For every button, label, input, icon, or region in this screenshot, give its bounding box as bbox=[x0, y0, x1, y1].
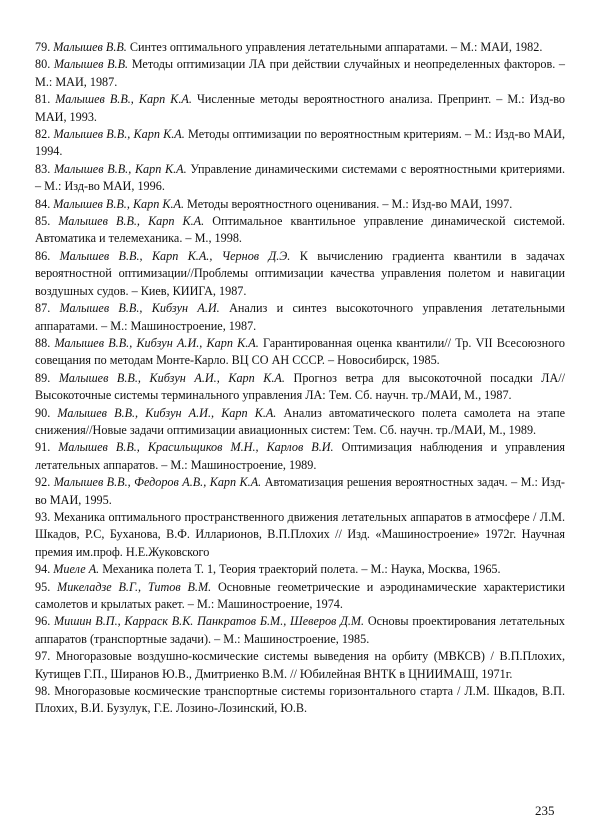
reference-authors: Малышев В.В., Карп К.А. bbox=[55, 92, 192, 107]
reference-number: 95. bbox=[35, 579, 51, 594]
reference-number: 97. bbox=[35, 649, 51, 664]
reference-authors: Малышев В.В., Карп К.А. bbox=[53, 196, 184, 211]
reference-text: Анализ автоматического полета самолета на этапе снижения//Новые задачи оптимизации авиационных систем: Тем. Сб. научн. тр./МАИ, М., 1989. bbox=[35, 405, 566, 437]
reference-number: 96. bbox=[35, 614, 51, 629]
reference-list bbox=[35, 39, 565, 718]
reference-entry bbox=[35, 370, 565, 405]
reference-authors: Малышев В.В., Кибзун А.И., Карп К.А. bbox=[54, 335, 259, 350]
reference-entry bbox=[35, 300, 565, 335]
reference-number: 87. bbox=[35, 301, 51, 316]
reference-text: Многоразовые воздушно-космические системы выведения на орбиту (МВКСВ) / В.П.Плохих, Кутищев Г.П., Ширанов Ю.В., Дмитриенко В.М. // Юбилейная ВНТК в ЦНИИМАШ, 1971г. bbox=[35, 649, 565, 681]
reference-authors: Малышев В.В., Карп К.А. bbox=[58, 214, 205, 229]
reference-entry bbox=[35, 683, 565, 718]
reference-text: Методы вероятностного оценивания. – М.: Изд-во МАИ, 1997. bbox=[187, 196, 513, 211]
reference-entry bbox=[35, 561, 565, 578]
page-number: 235 bbox=[535, 803, 555, 818]
reference-number: 88. bbox=[35, 335, 51, 350]
reference-number: 86. bbox=[35, 248, 51, 263]
reference-text: Управление динамическими системами с вероятностными критериями. – М.: Изд-во МАИ, 1996. bbox=[35, 161, 566, 194]
reference-entry bbox=[35, 509, 565, 561]
reference-number: 85. bbox=[35, 214, 51, 229]
reference-number: 80. bbox=[35, 57, 51, 72]
reference-authors: Малышев В.В., Карп К.А. bbox=[53, 127, 185, 142]
reference-entry bbox=[35, 56, 565, 91]
reference-authors: Малышев В.В., Карп К.А., Чернов Д.Э. bbox=[59, 248, 291, 263]
reference-text: Гарантированная оценка квантили// Тр. VII Всесоюзного совещания по методам Монте-Карло. ВЦ СО АН СССР. – Новосибирск, 1985. bbox=[35, 335, 565, 368]
reference-number: 91. bbox=[35, 440, 51, 455]
reference-entry bbox=[35, 613, 565, 648]
reference-text: Оптимальное квантильное управление динамической системой. Автоматика и телемеханика. – М., 1998. bbox=[35, 214, 566, 246]
reference-text: Прогноз ветра для высокоточной посадки ЛА//Высокоточные системы терминального управления ЛА: Тем. Сб. научн. тр./МАИ, М., 1987. bbox=[35, 370, 566, 403]
reference-number: 94. bbox=[35, 562, 51, 577]
reference-number: 98. bbox=[35, 684, 51, 699]
reference-entry bbox=[35, 39, 565, 56]
reference-authors: Малышев В.В. bbox=[53, 57, 129, 72]
reference-authors: Малышев В.В., Федоров А.В., Карп К.А. bbox=[53, 475, 262, 490]
reference-text: Методы оптимизации ЛА при действии случайных и неопределенных факторов. – М.: МАИ, 1987. bbox=[35, 57, 566, 89]
reference-authors: Микеладзе В.Г., Титов В.М. bbox=[57, 579, 212, 594]
reference-entry bbox=[35, 439, 565, 474]
reference-number: 82. bbox=[35, 127, 51, 142]
reference-text: Механика полета Т. 1, Теория траекторий полета. – М.: Наука, Москва, 1965. bbox=[102, 562, 501, 577]
reference-number: 89. bbox=[35, 370, 51, 385]
reference-entry bbox=[35, 126, 565, 161]
reference-authors: Малышев В.В., Кибзун А.И. bbox=[59, 301, 220, 316]
reference-entry bbox=[35, 405, 565, 440]
reference-text: Автоматизация решения вероятностных задач. – М.: Изд-во МАИ, 1995. bbox=[35, 475, 565, 507]
reference-entry bbox=[35, 648, 565, 683]
reference-text: Методы оптимизации по вероятностным критериям. – М.: Изд-во МАИ, 1994. bbox=[35, 127, 566, 159]
reference-entry bbox=[35, 474, 565, 509]
reference-number: 79. bbox=[35, 40, 51, 54]
reference-entry bbox=[35, 196, 565, 213]
reference-entry bbox=[35, 213, 565, 248]
reference-authors: Малышев В.В., Кибзун А.И., Карп К.А. bbox=[57, 405, 277, 420]
reference-authors: Малышев В.В., Кибзун А.И., Карп К.А. bbox=[58, 370, 285, 385]
reference-text: Анализ и синтез высокоточного управления летательными аппаратами. – М.: Машиностроение, 1987. bbox=[35, 301, 566, 333]
reference-entry bbox=[35, 161, 565, 196]
reference-authors: Малышев В.В., Красильщиков М.Н., Карлов В.И. bbox=[58, 440, 334, 455]
reference-number: 93. bbox=[35, 509, 51, 524]
reference-entry bbox=[35, 579, 565, 614]
reference-authors: Малышев В.В. bbox=[53, 40, 127, 54]
reference-authors: Мишин В.П., Карраск В.К. Панкратов Б.М., Шеверов Д.М. bbox=[53, 614, 365, 629]
reference-text: Численные методы вероятностного анализа. Препринт. – М.: Изд-во МАИ, 1993. bbox=[35, 92, 566, 124]
reference-text: Механика оптимального пространственного движения летательных аппаратов в атмосфере / Л.М. Шкадов, Р.С, Буханова, В.Ф. Илларионов, В.П.Плохих // Изд. «Машиностроение» 1972г. Научная премия им.проф. Н.Е.Жуковского bbox=[35, 509, 566, 559]
reference-authors: Миеле А. bbox=[53, 562, 100, 577]
reference-number: 81. bbox=[35, 92, 51, 107]
reference-number: 90. bbox=[35, 405, 51, 420]
reference-number: 92. bbox=[35, 475, 51, 490]
reference-entry bbox=[35, 335, 565, 370]
reference-text: Оптимизация наблюдения и управления летательных аппаратов. – М.: Машиностроение, 1989. bbox=[35, 440, 566, 472]
reference-authors: Малышев В.В., Карп К.А. bbox=[53, 161, 187, 176]
reference-number: 84. bbox=[35, 196, 51, 211]
reference-text: Синтез оптимального управления летательными аппаратами. – М.: МАИ, 1982. bbox=[129, 40, 543, 54]
reference-number: 83. bbox=[35, 161, 51, 176]
reference-text: Основные геометрические и аэродинамические характеристики самолетов и крылатых ракет. – М.: Машиностроение, 1974. bbox=[35, 579, 565, 611]
reference-text: Многоразовые космические транспортные системы горизонтального старта / Л.М. Шкадов, В.П. Плохих, В.И. Бузулук, Г.Е. Лозино-Лозинский, Ю.В. bbox=[35, 684, 565, 716]
reference-entry bbox=[35, 248, 565, 300]
reference-text: Основы проектирования летательных аппаратов (транспортные задачи). – М.: Машиностроение, 1985. bbox=[35, 614, 566, 646]
reference-text: К вычислению градиента квантили в задачах вероятностной оптимизации//Проблемы оптимизации качества управления полетом и навигации воздушных судов. – Киев, КИИГА, 1987. bbox=[35, 248, 566, 298]
reference-entry bbox=[35, 91, 565, 126]
